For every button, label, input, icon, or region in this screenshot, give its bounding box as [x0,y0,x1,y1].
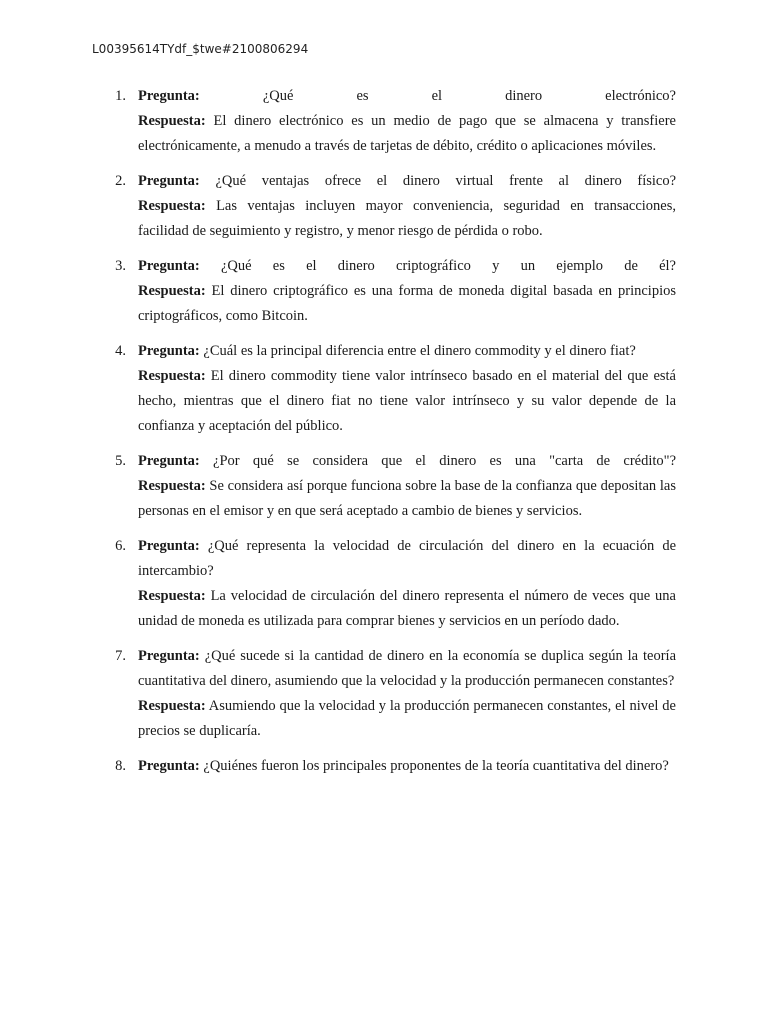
question [138,534,676,584]
item-number: 1. [115,88,126,104]
answer [138,364,676,439]
qa-item-2 [106,169,676,244]
question-text: ¿Qué es el dinero electrónico? [262,88,676,104]
question [138,169,676,194]
question-label: Pregunta: [138,173,200,189]
question [138,84,676,109]
answer [138,109,676,159]
answer [138,584,676,634]
question-label: Pregunta: [138,453,200,469]
answer [138,279,676,329]
item-number: 3. [115,258,126,274]
question [138,254,676,279]
question-label: Pregunta: [138,258,200,274]
question-label: Pregunta: [138,343,200,359]
item-number: 8. [115,758,126,774]
answer-label: Respuesta: [138,283,206,299]
question [138,449,676,474]
question-label: Pregunta: [138,758,200,774]
document-id: L00395614TYdf_$twe#2100806294 [92,42,309,56]
qa-item-4 [106,339,676,439]
question-text: ¿Qué es el dinero criptográfico y un ejemplo de él? [220,258,676,274]
answer-label: Respuesta: [138,113,206,129]
question-text: ¿Qué ventajas ofrece el dinero virtual frente al dinero físico? [215,173,677,189]
item-number: 7. [115,648,126,664]
question-text: ¿Qué sucede si la cantidad de dinero en la economía se duplica según la teoría cuantitativa del dinero, asumiendo que la velocidad y la producción permanecen constantes? [138,648,676,689]
answer-text: El dinero commodity tiene valor intrínseco basado en el material del que está hecho, mientras que el dinero fiat no tiene valor intrínseco y su valor depende de la confianza y aceptación del público. [138,368,676,434]
qa-item-1 [106,84,676,159]
answer-label: Respuesta: [138,368,206,384]
qa-item-3 [106,254,676,329]
answer-label: Respuesta: [138,698,206,714]
question-text: ¿Por qué se considera que el dinero es una "carta de crédito"? [213,453,677,469]
question-label: Pregunta: [138,648,200,664]
answer-text: Se considera así porque funciona sobre la base de la confianza que depositan las personas en el emisor y en que será aceptado a cambio de bienes y servicios. [138,478,676,519]
question-text: ¿Cuál es la principal diferencia entre el dinero commodity y el dinero fiat? [203,343,636,359]
qa-item-7 [106,644,676,744]
item-number: 6. [115,538,126,554]
item-number: 5. [115,453,126,469]
question [138,644,676,694]
answer-text: La velocidad de circulación del dinero representa el número de veces que una unidad de moneda es utilizada para comprar bienes y servicios en un período dado. [138,588,676,629]
question-label: Pregunta: [138,538,200,554]
answer-text: El dinero criptográfico es una forma de moneda digital basada en principios criptográficos, como Bitcoin. [138,283,676,324]
qa-item-5 [106,449,676,524]
qa-item-6 [106,534,676,634]
answer-text: Las ventajas incluyen mayor conveniencia, seguridad en transacciones, facilidad de seguimiento y registro, y menor riesgo de pérdida o robo. [138,198,677,239]
question [138,754,676,779]
answer-text: Asumiendo que la velocidad y la producción permanecen constantes, el nivel de precios se duplicaría. [138,698,676,739]
answer-label: Respuesta: [138,198,206,214]
item-number: 2. [115,173,126,189]
question [138,339,676,364]
question-text: ¿Qué representa la velocidad de circulación del dinero en la ecuación de intercambio? [138,538,677,579]
answer-text: El dinero electrónico es un medio de pago que se almacena y transfiere electrónicamente, a menudo a través de tarjetas de débito, crédito o aplicaciones móviles. [138,113,676,154]
answer [138,474,676,524]
answer-label: Respuesta: [138,588,206,604]
answer [138,194,676,244]
question-label: Pregunta: [138,88,200,104]
answer [138,694,676,744]
qa-list [106,84,676,789]
item-number: 4. [115,343,126,359]
answer-label: Respuesta: [138,478,206,494]
question-text: ¿Quiénes fueron los principales proponentes de la teoría cuantitativa del dinero? [203,758,669,774]
qa-item-8 [106,754,676,779]
